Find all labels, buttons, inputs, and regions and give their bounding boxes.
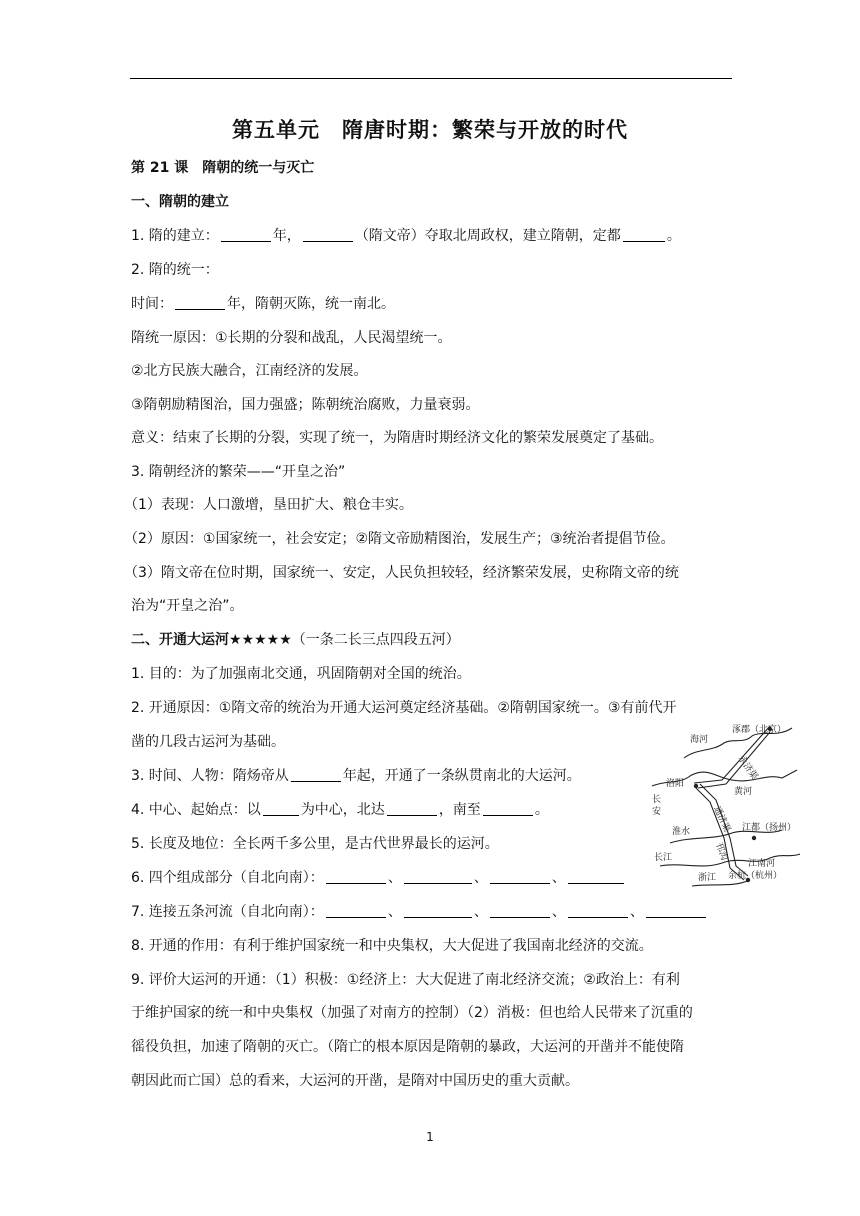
header-rule: [130, 78, 732, 79]
sec1-item1: 1. 隋的建立： 年， （隋文帝）夺取北周政权，建立隋朝，定都 。: [131, 228, 681, 244]
label-chang: 长: [652, 795, 662, 805]
blank-canal-year[interactable]: [291, 766, 341, 782]
label-zhejiang: 浙江: [698, 873, 717, 883]
blank-unify-year[interactable]: [175, 294, 225, 310]
sec1-point1: （1）表现：人口激增，垦田扩大、粮仓丰实。: [124, 497, 413, 513]
grand-canal-map: [632, 718, 802, 893]
section2-heading: 二、开通大运河★★★★★（一条二长三点四段五河）: [131, 632, 460, 648]
blank-year[interactable]: [221, 226, 271, 242]
sec1-point3a: （3）隋文帝在位时期，国家统一、安定，人民负担较轻，经济繁荣发展，史称隋文帝的统: [124, 565, 679, 581]
label-changjiang: 长江: [654, 853, 673, 863]
sec1-reason2: ②北方民族大融合，江南经济的发展。: [131, 363, 368, 379]
unit-title: 第五单元 隋唐时期：繁荣与开放的时代: [232, 118, 628, 142]
blank-founder[interactable]: [303, 226, 353, 242]
sec2-item3: 3. 时间、人物：隋炀帝从 年起，开通了一条纵贯南北的大运河。: [131, 768, 581, 784]
blank-river-5[interactable]: [646, 902, 706, 918]
blank-capital[interactable]: [623, 226, 665, 242]
label-yuhang: 余杭（杭州）: [728, 871, 783, 881]
lesson-title: 第 21 课 隋朝的统一与灭亡: [131, 160, 315, 176]
blank-river-4[interactable]: [568, 902, 628, 918]
changjiang-river-line: [660, 854, 800, 866]
sec2-item1: 1. 目的：为了加强南北交通，巩固隋朝对全国的统治。: [131, 666, 471, 682]
sec1-reason1: 隋统一原因：①长期的分裂和战乱，人民渴望统一。: [131, 330, 452, 346]
blank-part-3[interactable]: [490, 868, 550, 884]
blank-river-1[interactable]: [326, 902, 386, 918]
label-jiangdu: 江都（扬州）: [742, 823, 797, 833]
sec1-item2: 2. 隋的统一：: [131, 262, 219, 278]
page-number: 1: [426, 1130, 434, 1144]
sec2-item9b: 于维护国家的统一和中央集权（加强了对南方的控制）（2）消极：但也给人民带来了沉重的: [131, 1005, 693, 1021]
sec2-item7: 7. 连接五条河流（自北向南）： 、 、 、 、: [131, 902, 708, 922]
label-tongjiqu: 通济渠: [711, 805, 732, 834]
blank-center[interactable]: [263, 800, 299, 816]
sec1-point3b: 治为“开皇之治”。: [131, 598, 244, 614]
blank-part-1[interactable]: [326, 868, 386, 884]
sec1-meaning: 意义：结束了长期的分裂，实现了统一，为隋唐时期经济文化的繁荣发展奠定了基础。: [131, 430, 663, 446]
label-yongjiqu: 永济渠: [735, 753, 760, 782]
label-haihe: 海河: [690, 735, 709, 745]
section1-heading: 一、隋朝的建立: [131, 194, 229, 210]
sec1-point2: （2）原因：①国家统一，社会安定；②隋文帝励精图治，发展生产；③统治者提倡节俭。: [124, 531, 675, 547]
sec2-item2b: 凿的几段古运河为基础。: [131, 734, 285, 750]
label-jiangnanhe: 江南河: [748, 859, 776, 869]
label-zhuojun: 涿郡（北京）: [732, 725, 787, 735]
sec1-item3: 3. 隋朝经济的繁荣——“开皇之治”: [131, 464, 346, 480]
sec2-item5: 5. 长度及地位：全长两千多公里，是古代世界最长的运河。: [131, 836, 499, 852]
blank-north-end[interactable]: [387, 800, 437, 816]
blank-south-end[interactable]: [483, 800, 533, 816]
sec2-item6: 6. 四个组成部分（自北向南）： 、 、 、: [131, 868, 626, 888]
label-hangou: 邗沟: [713, 841, 729, 862]
blank-part-2[interactable]: [404, 868, 472, 884]
label-huaishui: 淮水: [672, 827, 691, 837]
blank-river-3[interactable]: [490, 902, 550, 918]
sec2-item2a: 2. 开通原因：①隋文帝的统治为开通大运河奠定经济基础。②隋朝国家统一。③有前代开: [131, 700, 677, 716]
blank-part-4[interactable]: [568, 868, 624, 884]
sec2-item9c: 徭役负担，加速了隋朝的灭亡。（隋亡的根本原因是隋朝的暴政，大运河的开凿并不能使隋: [131, 1039, 684, 1055]
label-an: 安: [652, 807, 662, 817]
sec2-item8: 8. 开通的作用：有利于维护国家统一和中央集权，大大促进了我国南北经济的交流。: [131, 938, 653, 954]
label-luoyang: 洛阳: [666, 779, 685, 789]
blank-river-2[interactable]: [404, 902, 472, 918]
sec2-item9a: 9. 评价大运河的开通：（1）积极：①经济上：大大促进了南北经济交流；②政治上：有利: [131, 972, 680, 988]
sec2-item4: 4. 中心、起始点：以 为中心，北达 ，南至 。: [131, 802, 549, 818]
sec2-item9d: 朝因此而亡国）总的看来，大运河的开凿，是隋对中国历史的重大贡献。: [131, 1073, 579, 1089]
sec1-reason3: ③隋朝励精图治，国力强盛；陈朝统治腐败，力量衰弱。: [131, 397, 480, 413]
label-huanghe: 黄河: [734, 787, 753, 797]
sec1-time: 时间： 年，隋朝灭陈，统一南北。: [131, 296, 395, 312]
